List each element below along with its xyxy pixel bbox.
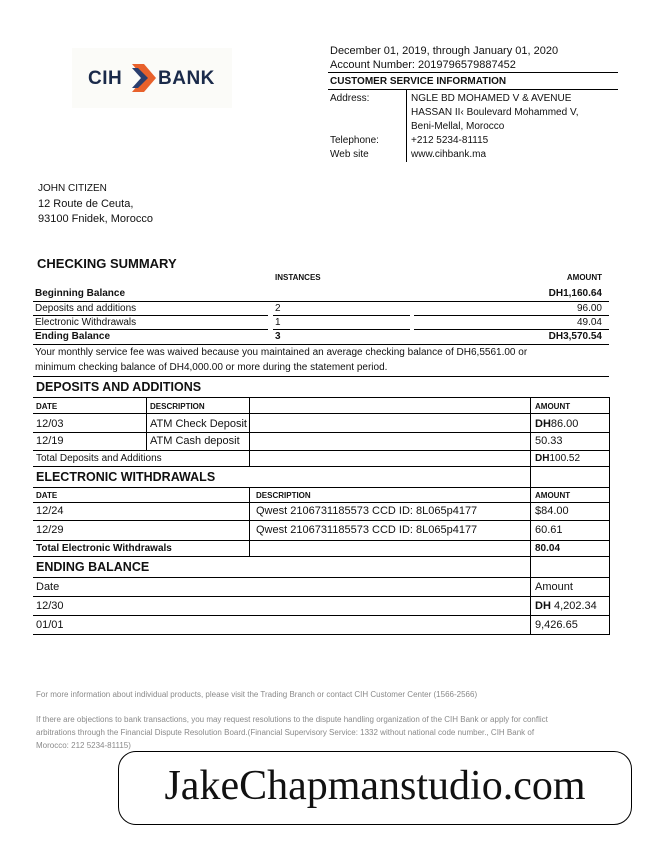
divider bbox=[33, 397, 609, 398]
deposits-col-desc: DESCRIPTION bbox=[150, 402, 205, 411]
deposit-row-amount: 50.33 bbox=[535, 435, 563, 447]
address-line-1: NGLE BD MOHAMED V & AVENUE bbox=[411, 93, 572, 104]
divider bbox=[33, 556, 609, 557]
summary-instances-withdrawals: 1 bbox=[275, 317, 281, 328]
deposits-col-amount: AMOUNT bbox=[535, 402, 571, 411]
deposits-title: DEPOSITS AND ADDITIONS bbox=[36, 380, 202, 394]
website-value: www.cihbank.ma bbox=[411, 149, 487, 160]
summary-amount-deposits: 96.00 bbox=[576, 303, 602, 314]
divider bbox=[33, 577, 609, 578]
divider bbox=[33, 413, 609, 414]
divider bbox=[33, 520, 609, 521]
summary-col-amount: AMOUNT bbox=[566, 273, 602, 282]
telephone-value: +212 5234-81115 bbox=[411, 135, 489, 146]
divider bbox=[609, 467, 610, 635]
divider bbox=[530, 467, 531, 635]
summary-title: CHECKING SUMMARY bbox=[37, 256, 177, 271]
ending-col-date: Date bbox=[36, 581, 60, 593]
address-line-3: Beni-Mellal, Morocco bbox=[411, 121, 505, 132]
divider bbox=[33, 596, 609, 597]
customer-service-heading: CUSTOMER SERVICE INFORMATION bbox=[330, 76, 507, 87]
divider bbox=[414, 329, 609, 330]
divider bbox=[406, 90, 407, 162]
summary-note-line-2: minimum checking balance of DH4,000.00 or more during the statement period. bbox=[35, 362, 388, 373]
deposits-col-date: DATE bbox=[36, 402, 58, 411]
statement-period: December 01, 2019, through January 01, 2020 bbox=[330, 45, 559, 57]
divider bbox=[33, 502, 609, 503]
divider bbox=[33, 376, 609, 377]
divider bbox=[273, 329, 410, 330]
deposit-row-date: 12/03 bbox=[36, 418, 64, 430]
ending-col-amount: Amount bbox=[535, 581, 573, 593]
divider bbox=[146, 397, 147, 450]
divider bbox=[33, 487, 609, 488]
withdrawal-row-amount: $84.00 bbox=[535, 505, 569, 517]
summary-amount-withdrawals: 49.04 bbox=[576, 317, 602, 328]
address-label: Address: bbox=[330, 93, 370, 104]
divider bbox=[33, 315, 268, 316]
ending-row-date: 01/01 bbox=[36, 619, 64, 631]
withdrawals-total-amount: 80.04 bbox=[535, 543, 561, 554]
divider bbox=[328, 89, 618, 90]
withdrawals-col-amount: AMOUNT bbox=[535, 491, 571, 500]
withdrawal-row-desc: Qwest 2106731185573 CCD ID: 8L065p4177 bbox=[256, 524, 478, 536]
divider bbox=[33, 301, 609, 302]
deposit-row-desc: ATM Cash deposit bbox=[150, 435, 240, 447]
customer-name: JOHN CITIZEN bbox=[38, 183, 107, 194]
deposit-row-desc: ATM Check Deposit bbox=[150, 418, 247, 430]
divider bbox=[414, 315, 609, 316]
customer-city: 93100 Fnidek, Morocco bbox=[38, 213, 153, 225]
divider bbox=[33, 329, 268, 330]
telephone-label: Telephone: bbox=[330, 135, 379, 146]
divider bbox=[33, 615, 609, 616]
footer-paragraph-line-3: Morocco: 212 5234-81115) bbox=[36, 741, 131, 750]
deposit-row-date: 12/19 bbox=[36, 435, 64, 447]
customer-street: 12 Route de Ceuta, bbox=[38, 198, 134, 210]
divider bbox=[328, 72, 618, 73]
logo-chevron-icon bbox=[130, 64, 156, 92]
divider bbox=[33, 634, 609, 635]
divider bbox=[33, 344, 609, 345]
divider bbox=[33, 466, 609, 467]
account-number: Account Number: 2019796579887452 bbox=[330, 59, 516, 71]
withdrawals-title: ELECTRONIC WITHDRAWALS bbox=[36, 470, 216, 484]
logo-text-bank: BANK bbox=[158, 68, 215, 89]
ending-row-amount: 9,426.65 bbox=[535, 619, 578, 631]
withdrawal-row-amount: 60.61 bbox=[535, 524, 563, 536]
summary-instances-ending: 3 bbox=[275, 331, 281, 342]
withdrawal-row-date: 12/29 bbox=[36, 524, 64, 536]
divider bbox=[33, 450, 609, 451]
footer-paragraph-line-1: If there are objections to bank transactions, you may request resolutions to the dispute handling organization of the CIH Bank or apply for conflict bbox=[36, 715, 548, 724]
ending-row-date: 12/30 bbox=[36, 600, 64, 612]
summary-label-beginning: Beginning Balance bbox=[35, 288, 126, 299]
withdrawals-col-date: DATE bbox=[36, 491, 58, 500]
address-line-2: HASSAN II‹ Boulevard Mohammed V, bbox=[411, 107, 579, 118]
watermark-text: JakeChapmanstudio.com bbox=[164, 763, 586, 809]
summary-instances-deposits: 2 bbox=[275, 303, 281, 314]
ending-row-amount: DH 4,202.34 bbox=[535, 600, 597, 612]
withdrawals-total-label: Total Electronic Withdrawals bbox=[36, 543, 172, 554]
ending-title: ENDING BALANCE bbox=[36, 560, 150, 574]
summary-label-withdrawals: Electronic Withdrawals bbox=[35, 317, 137, 328]
footer-info-line: For more information about individual products, please visit the Trading Branch or contact CIH Customer Center (1566-2566) bbox=[36, 690, 478, 699]
website-label: Web site bbox=[330, 149, 369, 160]
footer-paragraph-line-2: arbitrations through the Financial Dispute Resolution Board.(Financial Supervisory Service: 1332 without national code number., CIH Bank of bbox=[36, 728, 535, 737]
summary-label-ending: Ending Balance bbox=[35, 331, 111, 342]
withdrawals-col-desc: DESCRIPTION bbox=[256, 491, 311, 500]
deposit-row-amount: DH86.00 bbox=[535, 418, 579, 430]
deposits-total-amount: DH100.52 bbox=[535, 453, 581, 464]
watermark-banner bbox=[118, 751, 632, 825]
deposits-total-label: Total Deposits and Additions bbox=[36, 453, 162, 464]
divider bbox=[33, 432, 609, 433]
bank-logo bbox=[72, 48, 232, 108]
logo-text-cih: CIH bbox=[88, 68, 123, 89]
withdrawal-row-date: 12/24 bbox=[36, 505, 64, 517]
summary-amount-ending: DH3,570.54 bbox=[548, 331, 602, 342]
summary-label-deposits: Deposits and additions bbox=[35, 303, 137, 314]
divider bbox=[273, 315, 410, 316]
summary-note-line-1: Your monthly service fee was waived because you maintained an average checking balance of DH6,5561.00 or bbox=[35, 347, 528, 358]
divider bbox=[33, 540, 609, 541]
withdrawal-row-desc: Qwest 2106731185573 CCD ID: 8L065p4177 bbox=[256, 505, 478, 517]
divider bbox=[249, 487, 250, 557]
summary-col-instances: INSTANCES bbox=[275, 273, 321, 282]
divider bbox=[609, 397, 610, 467]
summary-amount-beginning: DH1,160.64 bbox=[548, 288, 602, 299]
